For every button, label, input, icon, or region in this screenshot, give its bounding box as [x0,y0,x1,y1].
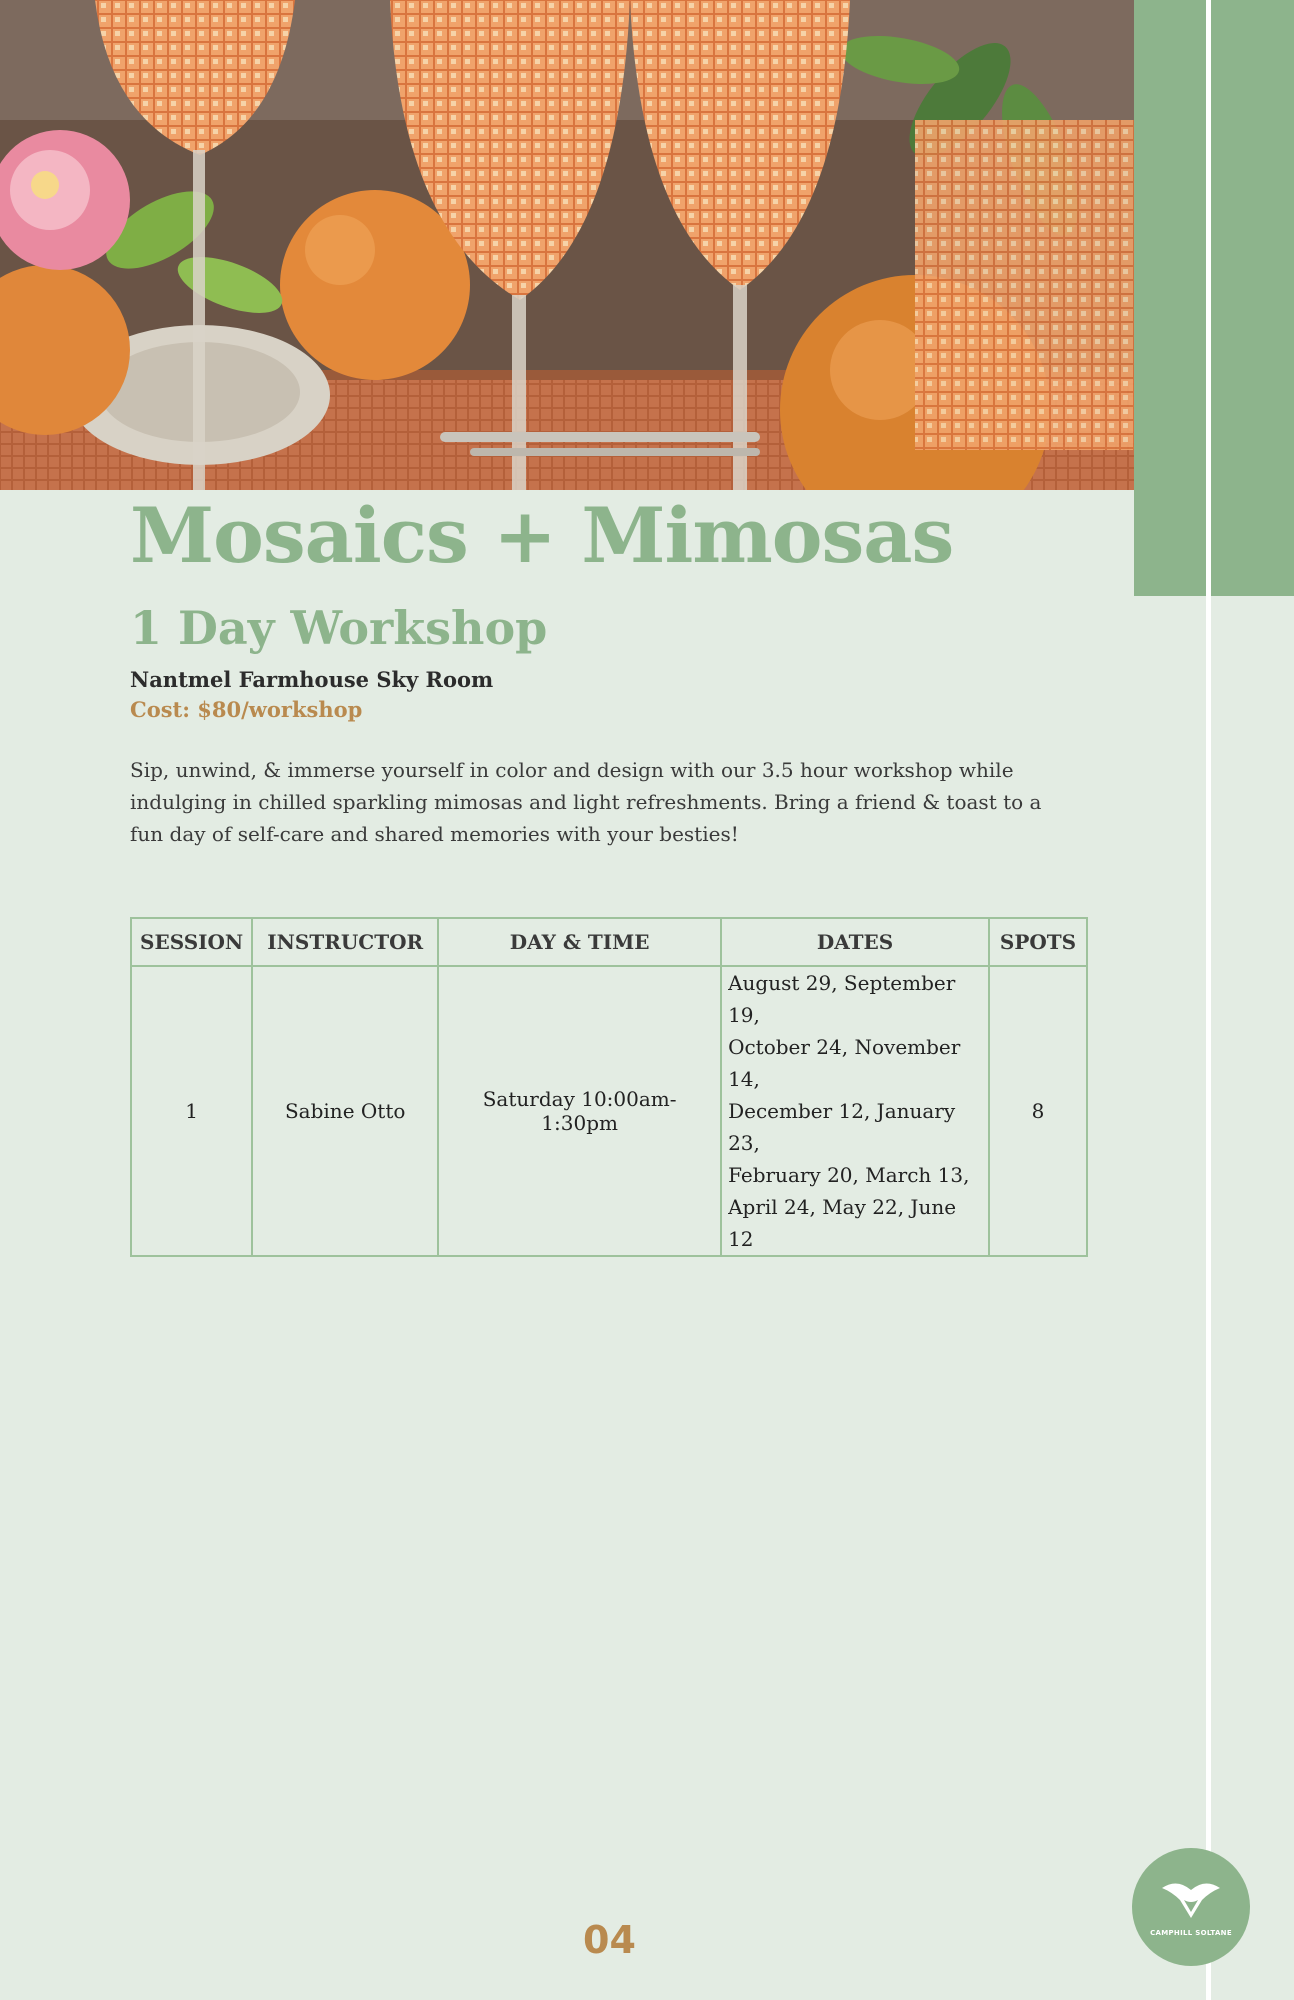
cell-instructor: Sabine Otto [252,966,438,1256]
cell-spots: 8 [989,966,1087,1256]
table-header-row [131,918,1087,966]
logo-text: CAMPHILL SOLTANE [1150,1929,1232,1937]
header-session: SESSION [131,918,252,966]
workshop-description: Sip, unwind, & immerse yourself in color and design with our 3.5 hour workshop while indulging in chilled sparkling mimosas and light refreshments. Bring a friend & toast to a fun day of self-care and shared memories with your besties! [130,757,1042,846]
page-title: Mosaics + Mimosas [130,491,954,580]
cell-session: 1 [131,966,252,1256]
workshop-location: Nantmel Farmhouse Sky Room [130,666,494,692]
date-line: December 12, January 23, [728,1099,956,1155]
header-day-time: DAY & TIME [438,918,721,966]
workshop-subtitle: 1 Day Workshop [130,600,548,655]
hero-illustration [0,0,1134,490]
side-divider-line [1206,0,1211,2000]
date-line: August 29, September 19, [728,971,956,1027]
header-instructor: INSTRUCTOR [252,918,438,966]
workshop-info [130,490,1090,850]
bird-logo-icon [1132,1848,1250,1966]
hero-image-mosaic-mimosas [0,0,1134,490]
side-accent-block [1134,0,1294,596]
header-dates: DATES [721,918,989,966]
session-schedule-table [130,917,1088,1257]
page-number: 04 [583,1918,636,1962]
date-line: April 24, May 22, June 12 [728,1195,957,1251]
table-row [131,966,1087,1256]
workshop-cost: Cost: $80/workshop [130,696,363,722]
date-line: February 20, March 13, [728,1163,970,1187]
cell-dates [721,966,989,1256]
header-spots: SPOTS [989,918,1087,966]
cell-day-time: Saturday 10:00am-1:30pm [438,966,721,1256]
camphill-soltane-logo [1132,1848,1250,1966]
date-line: October 24, November 14, [728,1035,961,1091]
